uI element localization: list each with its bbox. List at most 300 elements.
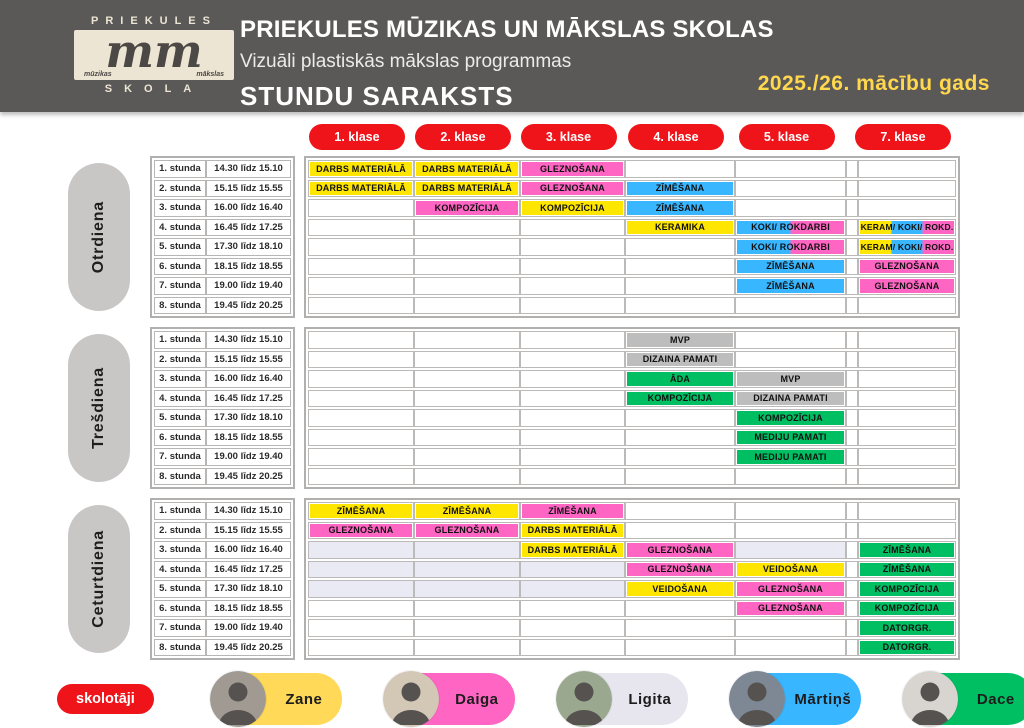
lesson-chip: KOMPOZĪCIJA — [627, 392, 733, 406]
schedule-cell — [858, 297, 956, 315]
teachers-row — [57, 670, 1024, 728]
schedule-cell — [858, 277, 956, 295]
lesson-chip: KOKI/ ROKDARBI — [737, 221, 844, 235]
schedule-cell — [625, 541, 735, 559]
schedule-grid — [304, 156, 960, 318]
schedule-cell — [858, 448, 956, 466]
schedule-cell — [858, 219, 956, 237]
schedule-cell — [625, 409, 735, 427]
schedule-cell — [735, 180, 846, 198]
logo-small-text — [74, 71, 234, 78]
lesson-chip: VEIDOŠANA — [627, 582, 733, 596]
schedule-cell — [858, 351, 956, 369]
schedule-cell — [308, 258, 414, 276]
schedule-cell — [858, 429, 956, 447]
lesson-time: 15.15 līdz 15.55 — [206, 180, 291, 198]
schedule-cell — [735, 160, 846, 178]
lesson-chip: DIZAINA PAMATI — [737, 392, 844, 406]
lesson-chip: ZĪMĒŠANA — [627, 201, 733, 215]
schedule-cell — [625, 351, 735, 369]
day-block-ceturtdiena — [68, 498, 1024, 660]
schedule-cell — [414, 258, 520, 276]
spacer-cell — [846, 561, 858, 579]
lesson-chip: MEDIJU PAMATI — [737, 450, 844, 464]
lesson-chip: DATORGR. — [860, 641, 954, 655]
schedule-cell — [414, 180, 520, 198]
day-label: Ceturtdiena — [90, 530, 107, 628]
schedule-cell — [625, 277, 735, 295]
schedule-cell — [625, 219, 735, 237]
schedule-cell — [625, 370, 735, 388]
schedule-cell — [414, 409, 520, 427]
lesson-number: 8. stunda — [154, 639, 206, 657]
schedule-cell — [625, 468, 735, 486]
schedule-cell — [520, 448, 625, 466]
schedule-cell — [520, 502, 625, 520]
schedule-cell — [308, 600, 414, 618]
class-pill-3: 3. klase — [521, 124, 617, 150]
person-photo-placeholder — [383, 671, 439, 727]
schedule-cell — [308, 561, 414, 579]
day-block-otrdiena — [68, 156, 1024, 318]
schedule-cell — [858, 180, 956, 198]
lesson-number: 3. stunda — [154, 199, 206, 217]
school-year-label: 2025./26. mācību gads — [757, 72, 990, 95]
schedule-cell — [858, 561, 956, 579]
schedule-cell — [414, 580, 520, 598]
lesson-number: 5. stunda — [154, 409, 206, 427]
schedule-cell — [735, 580, 846, 598]
teacher-name: Mārtiņš — [794, 690, 852, 708]
lesson-chip: GLEZNOŠANA — [416, 524, 518, 538]
lesson-time: 17.30 līdz 18.10 — [206, 238, 291, 256]
schedule-cell — [520, 331, 625, 349]
schedule-cell — [414, 561, 520, 579]
schedule-cell — [625, 522, 735, 540]
teacher-pill-ligita — [558, 673, 688, 725]
lesson-chip: KOMPOZĪCIJA — [416, 201, 518, 215]
school-logo — [74, 15, 234, 95]
lesson-number: 7. stunda — [154, 448, 206, 466]
lesson-time: 18.15 līdz 18.55 — [206, 258, 291, 276]
schedule-cell — [308, 639, 414, 657]
schedule-cell — [735, 468, 846, 486]
schedule-cell — [308, 522, 414, 540]
schedule-cell — [858, 258, 956, 276]
schedule-cell — [308, 619, 414, 637]
schedule-cell — [625, 238, 735, 256]
schedule-cell — [858, 619, 956, 637]
lesson-chip: MVP — [737, 372, 844, 386]
teachers-label-pill: skolotāji — [57, 684, 154, 714]
schedule-cell — [414, 370, 520, 388]
lesson-number: 2. stunda — [154, 351, 206, 369]
logo-text-muzikas: mūzikas — [84, 71, 112, 78]
lesson-number: 2. stunda — [154, 522, 206, 540]
schedule-cell — [520, 180, 625, 198]
schedule-cell — [308, 370, 414, 388]
lesson-chip: KOKI/ ROKDARBI — [737, 240, 844, 254]
lesson-chip: DARBS MATERIĀLĀ — [522, 543, 623, 557]
spacer-cell — [846, 258, 858, 276]
schedule-cell — [520, 258, 625, 276]
teacher-name: Dace — [976, 690, 1015, 708]
lesson-time: 19.00 līdz 19.40 — [206, 448, 291, 466]
schedule-cell — [414, 522, 520, 540]
schedule-cell — [735, 502, 846, 520]
schedule-cell — [735, 258, 846, 276]
teacher-photo — [383, 671, 439, 727]
schedule-cell — [520, 541, 625, 559]
schedule-cell — [414, 619, 520, 637]
schedule-cell — [308, 297, 414, 315]
schedule-cell — [625, 600, 735, 618]
lesson-number: 3. stunda — [154, 541, 206, 559]
schedule-cell — [414, 541, 520, 559]
schedule-cell — [625, 502, 735, 520]
person-photo-placeholder — [210, 671, 266, 727]
schedule-cell — [735, 448, 846, 466]
spacer-cell — [846, 429, 858, 447]
lesson-chip: ĀDA — [627, 372, 733, 386]
spacer-cell — [846, 409, 858, 427]
spacer-cell — [846, 199, 858, 217]
lesson-chip: DATORGR. — [860, 621, 954, 635]
schedule-cell — [858, 409, 956, 427]
schedule-cell — [858, 370, 956, 388]
lesson-chip: GLEZNOŠANA — [522, 162, 623, 176]
schedule-cell — [858, 600, 956, 618]
schedule-cell — [414, 199, 520, 217]
schedule-cell — [308, 180, 414, 198]
schedule-cell — [520, 390, 625, 408]
schedule-cell — [308, 160, 414, 178]
schedule-cell — [735, 561, 846, 579]
teacher-photo — [556, 671, 612, 727]
schedule-cell — [735, 277, 846, 295]
lesson-time: 15.15 līdz 15.55 — [206, 351, 291, 369]
lesson-chip: GLEZNOŠANA — [627, 543, 733, 557]
lesson-time: 16.45 līdz 17.25 — [206, 561, 291, 579]
lesson-number: 4. stunda — [154, 219, 206, 237]
schedule-cell — [308, 219, 414, 237]
schedule-cell — [414, 390, 520, 408]
schedule-cell — [858, 160, 956, 178]
schedule-cell — [308, 468, 414, 486]
lesson-time: 19.00 līdz 19.40 — [206, 277, 291, 295]
schedule-cell — [414, 331, 520, 349]
logo-text-makslas: mākslas — [196, 71, 224, 78]
lesson-times-table — [150, 156, 295, 318]
class-pill-1: 1. klase — [309, 124, 405, 150]
header — [0, 0, 1024, 112]
lesson-chip: DARBS MATERIĀLĀ — [416, 182, 518, 196]
schedule-cell — [858, 390, 956, 408]
schedule-cell — [520, 277, 625, 295]
lesson-number: 3. stunda — [154, 370, 206, 388]
lesson-time: 15.15 līdz 15.55 — [206, 522, 291, 540]
spacer-cell — [846, 219, 858, 237]
schedule-cell — [414, 429, 520, 447]
lesson-number: 7. stunda — [154, 277, 206, 295]
spacer-cell — [846, 160, 858, 178]
lesson-chip: ZĪMĒŠANA — [860, 563, 954, 577]
lesson-chip: ZĪMĒŠANA — [737, 260, 844, 274]
teacher-pill-dace — [904, 673, 1024, 725]
schedule-cell — [414, 297, 520, 315]
lesson-chip: DARBS MATERIĀLĀ — [416, 162, 518, 176]
lesson-times-table — [150, 327, 295, 489]
class-pill-7: 7. klase — [855, 124, 951, 150]
lesson-chip: KOMPOZĪCIJA — [522, 201, 623, 215]
schedule-cell — [858, 541, 956, 559]
lesson-chip: ZĪMĒŠANA — [522, 504, 623, 518]
lesson-chip: MEDIJU PAMATI — [737, 431, 844, 445]
schedule-cell — [625, 297, 735, 315]
lesson-chip: ZĪMĒŠANA — [310, 504, 412, 518]
lesson-chip: VEIDOŠANA — [737, 563, 844, 577]
schedule-cell — [308, 277, 414, 295]
spacer-cell — [846, 448, 858, 466]
lesson-chip: KERAM/ KOKI/ ROKD. — [860, 222, 954, 233]
logo-text-skola: SKOLA — [104, 83, 204, 95]
schedule-cell — [625, 331, 735, 349]
lesson-chip: ZĪMĒŠANA — [416, 504, 518, 518]
schedule-cell — [308, 502, 414, 520]
lesson-chip: KOMPOZĪCIJA — [860, 582, 954, 596]
schedule-cell — [308, 199, 414, 217]
spacer-cell — [846, 180, 858, 198]
lesson-number: 1. stunda — [154, 160, 206, 178]
spacer-cell — [846, 639, 858, 657]
person-photo-placeholder — [556, 671, 612, 727]
lesson-number: 8. stunda — [154, 468, 206, 486]
schedule-cell — [735, 522, 846, 540]
lesson-time: 18.15 līdz 18.55 — [206, 429, 291, 447]
schedule-cell — [414, 238, 520, 256]
schedule-cell — [735, 199, 846, 217]
lesson-time: 19.45 līdz 20.25 — [206, 468, 291, 486]
lesson-chip: DARBS MATERIĀLĀ — [522, 524, 623, 538]
schedule-cell — [414, 219, 520, 237]
lesson-time: 19.45 līdz 20.25 — [206, 639, 291, 657]
schedule-cell — [735, 297, 846, 315]
spacer-cell — [846, 331, 858, 349]
day-label: Otrdiena — [90, 200, 107, 274]
schedule-cell — [625, 561, 735, 579]
day-pill — [68, 505, 130, 653]
logo-monogram-icon: mm — [105, 23, 203, 78]
schedule-cell — [858, 331, 956, 349]
lesson-number: 1. stunda — [154, 331, 206, 349]
class-pill-5: 5. klase — [739, 124, 835, 150]
schedule-cell — [520, 370, 625, 388]
lesson-times-table — [150, 498, 295, 660]
lesson-number: 8. stunda — [154, 297, 206, 315]
person-photo-placeholder — [729, 671, 785, 727]
schedule-cell — [520, 639, 625, 657]
schedule-cell — [858, 639, 956, 657]
spacer-cell — [846, 390, 858, 408]
lesson-number: 6. stunda — [154, 429, 206, 447]
spacer-cell — [846, 468, 858, 486]
schedule-cell — [414, 468, 520, 486]
schedule-cell — [735, 600, 846, 618]
spacer-cell — [846, 619, 858, 637]
schedule-cell — [520, 429, 625, 447]
schedule-cell — [735, 351, 846, 369]
lesson-chip: GLEZNOŠANA — [860, 260, 954, 274]
schedule-cell — [520, 522, 625, 540]
lesson-time: 14.30 līdz 15.10 — [206, 160, 291, 178]
lesson-chip: GLEZNOŠANA — [860, 279, 954, 293]
teacher-name: Daiga — [455, 690, 499, 708]
schedule-cell — [735, 390, 846, 408]
logo-text-priekules: PRIEKULES — [91, 15, 217, 27]
spacer-cell — [846, 580, 858, 598]
schedule-cell — [625, 180, 735, 198]
schedule-cell — [625, 639, 735, 657]
spacer-cell — [846, 238, 858, 256]
lesson-number: 7. stunda — [154, 619, 206, 637]
lesson-chip: GLEZNOŠANA — [627, 563, 733, 577]
spacer-cell — [846, 522, 858, 540]
spacer-cell — [846, 541, 858, 559]
teacher-pill-daiga — [385, 673, 515, 725]
schedule-cell — [735, 238, 846, 256]
schedule-grid — [304, 498, 960, 660]
lesson-number: 4. stunda — [154, 561, 206, 579]
teacher-pill-zane — [212, 673, 342, 725]
lesson-time: 16.45 līdz 17.25 — [206, 219, 291, 237]
schedule-cell — [735, 370, 846, 388]
teacher-pill-martins — [731, 673, 861, 725]
schedule-cell — [520, 238, 625, 256]
lesson-chip: GLEZNOŠANA — [522, 182, 623, 196]
teacher-photo — [210, 671, 266, 727]
lesson-time: 19.00 līdz 19.40 — [206, 619, 291, 637]
schedule-cell — [858, 580, 956, 598]
schedule-cell — [414, 351, 520, 369]
lesson-number: 6. stunda — [154, 600, 206, 618]
schedule-cell — [308, 351, 414, 369]
spacer-cell — [846, 502, 858, 520]
spacer-cell — [846, 277, 858, 295]
schedule-cell — [520, 600, 625, 618]
schedule-cell — [735, 429, 846, 447]
schedule-cell — [308, 409, 414, 427]
schedule-cell — [414, 639, 520, 657]
lesson-time: 16.00 līdz 16.40 — [206, 370, 291, 388]
lesson-number: 6. stunda — [154, 258, 206, 276]
lesson-time: 14.30 līdz 15.10 — [206, 331, 291, 349]
day-label: Trešdiena — [90, 367, 107, 449]
day-block-tresdiena — [68, 327, 1024, 489]
schedule-cell — [520, 619, 625, 637]
spacer-cell — [846, 370, 858, 388]
lesson-number: 5. stunda — [154, 580, 206, 598]
spacer-cell — [846, 351, 858, 369]
schedule-cell — [308, 580, 414, 598]
page-subtitle: Vizuāli plastiskās mākslas programmas — [240, 51, 572, 72]
schedule-cell — [625, 199, 735, 217]
lesson-chip: DARBS MATERIĀLĀ — [310, 162, 412, 176]
schedule-cell — [308, 448, 414, 466]
lesson-time: 17.30 līdz 18.10 — [206, 409, 291, 427]
schedule-cell — [735, 219, 846, 237]
schedule-cell — [625, 258, 735, 276]
schedule-cell — [520, 561, 625, 579]
schedule-cell — [414, 448, 520, 466]
teacher-photo — [902, 671, 958, 727]
schedule-cell — [735, 409, 846, 427]
schedule-cell — [625, 619, 735, 637]
class-pill-2: 2. klase — [415, 124, 511, 150]
lesson-time: 14.30 līdz 15.10 — [206, 502, 291, 520]
schedule-cell — [735, 541, 846, 559]
schedule-cell — [414, 160, 520, 178]
schedule-cell — [520, 297, 625, 315]
lesson-chip: KERAMIKA — [627, 221, 733, 235]
lesson-chip: GLEZNOŠANA — [737, 602, 844, 616]
lesson-time: 18.15 līdz 18.55 — [206, 600, 291, 618]
lesson-chip: DARBS MATERIĀLĀ — [310, 182, 412, 196]
schedule-cell — [735, 619, 846, 637]
schedule-heading: STUNDU SARAKSTS — [240, 81, 514, 111]
lesson-chip: ZĪMĒŠANA — [627, 182, 733, 196]
person-photo-placeholder — [902, 671, 958, 727]
schedule-cell — [520, 160, 625, 178]
schedule-cell — [520, 351, 625, 369]
header-titles — [240, 16, 774, 112]
schedule-cell — [308, 331, 414, 349]
lesson-time: 16.00 līdz 16.40 — [206, 199, 291, 217]
logo-monogram-box — [74, 23, 234, 80]
lesson-chip: KOMPOZĪCIJA — [737, 411, 844, 425]
teacher-photo — [729, 671, 785, 727]
lesson-number: 5. stunda — [154, 238, 206, 256]
schedule-cell — [308, 429, 414, 447]
schedule-cell — [625, 429, 735, 447]
lesson-time: 16.00 līdz 16.40 — [206, 541, 291, 559]
schedule-cell — [735, 331, 846, 349]
schedule-cell — [858, 522, 956, 540]
class-pill-4: 4. klase — [628, 124, 724, 150]
schedule-cell — [520, 468, 625, 486]
schedule-cell — [735, 639, 846, 657]
lesson-time: 16.45 līdz 17.25 — [206, 390, 291, 408]
day-pill — [68, 163, 130, 311]
page-title: PRIEKULES MŪZIKAS UN MĀKSLAS SKOLAS — [240, 16, 774, 43]
schedule-cell — [520, 219, 625, 237]
lesson-chip: MVP — [627, 333, 733, 347]
schedule-cell — [520, 199, 625, 217]
class-header-row — [304, 124, 1024, 150]
schedule-grid — [304, 327, 960, 489]
teacher-name: Zane — [285, 690, 323, 708]
teacher-name: Ligita — [628, 690, 672, 708]
lesson-chip: ZĪMĒŠANA — [860, 543, 954, 557]
schedule-cell — [520, 580, 625, 598]
schedule-cell — [858, 502, 956, 520]
schedule-cell — [308, 390, 414, 408]
lesson-time: 19.45 līdz 20.25 — [206, 297, 291, 315]
spacer-cell — [846, 600, 858, 618]
schedule-cell — [414, 277, 520, 295]
lesson-chip: GLEZNOŠANA — [310, 524, 412, 538]
lesson-chip: KOMPOZĪCIJA — [860, 602, 954, 616]
lesson-chip: KERAM/ KOKI/ ROKD. — [860, 241, 954, 252]
